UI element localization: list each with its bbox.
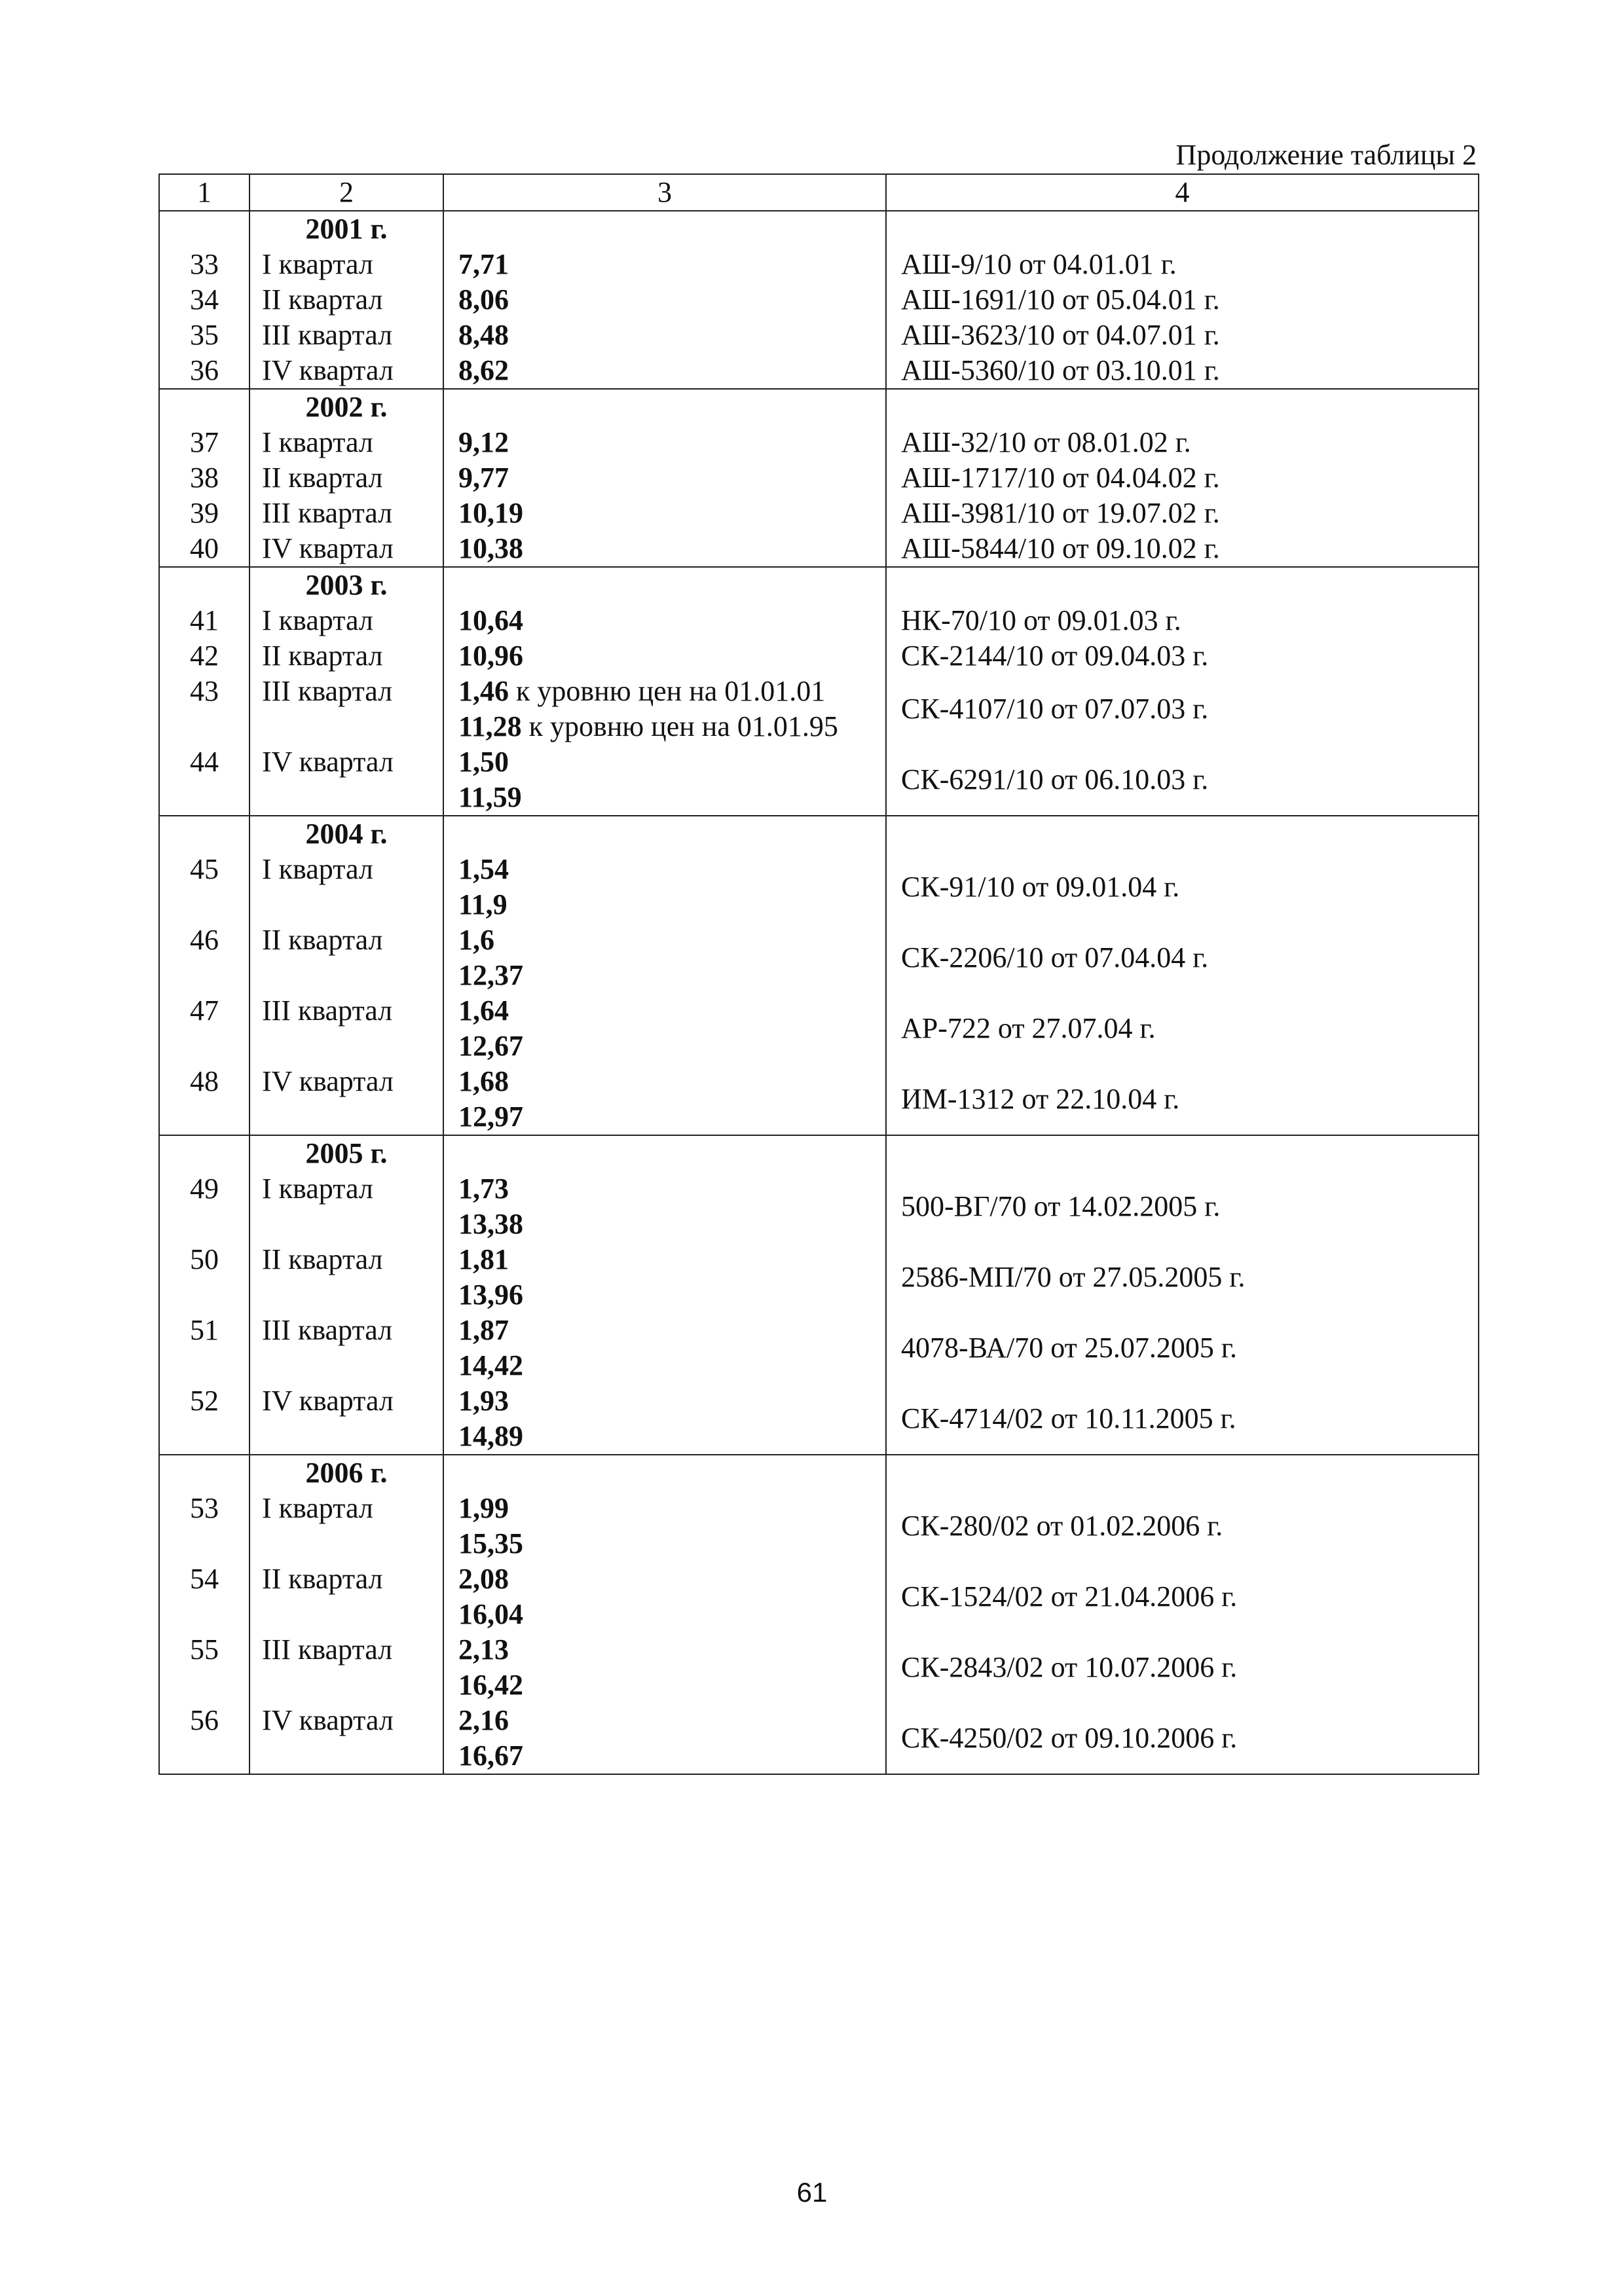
document-reference: АШ-3623/10 от 04.07.01 г. [886,318,1479,353]
index-value-cell [443,1383,886,1419]
index-value: 1,46 [458,675,509,707]
index-value-cell [443,1099,886,1135]
table-header [159,174,1479,211]
index-value: 9,12 [458,426,509,458]
index-value: 1,99 [458,1492,509,1524]
row-number: 44 [159,744,249,816]
index-value-cell [443,1703,886,1738]
table-row [159,922,1479,958]
row-number: 55 [159,1632,249,1703]
index-value-cell [443,1738,886,1774]
index-value-cell [443,1561,886,1597]
row-number: 43 [159,674,249,744]
table-row [159,1171,1479,1207]
year-label: 2003 г. [249,567,443,603]
index-value-cell [443,852,886,887]
index-value: 1,68 [458,1065,509,1097]
document-reference: 4078-ВА/70 от 25.07.2005 г. [886,1313,1479,1383]
year-row [159,816,1479,852]
index-value: 11,59 [458,781,522,813]
index-value-cell [443,993,886,1029]
index-value: 12,97 [458,1101,523,1133]
index-value: 11,9 [458,888,507,920]
price-level-note: к уровню цен на 01.01.95 [521,710,838,742]
table-row [159,1064,1479,1099]
index-value-cell [443,1632,886,1667]
row-number: 48 [159,1064,249,1135]
table-row [159,496,1479,531]
empty-cell [159,1455,249,1491]
quarter-label: I квартал [249,852,443,922]
quarter-label: I квартал [249,603,443,638]
quarter-label: I квартал [249,1171,443,1242]
index-value-cell [443,425,886,460]
document-reference: 500-ВГ/70 от 14.02.2005 г. [886,1171,1479,1242]
row-number: 51 [159,1313,249,1383]
year-label: 2005 г. [249,1135,443,1171]
table-row [159,1383,1479,1419]
year-row [159,567,1479,603]
index-value: 1,81 [458,1243,509,1275]
index-value: 16,42 [458,1669,523,1701]
index-value: 15,35 [458,1527,523,1559]
index-value: 1,50 [458,746,509,778]
quarter-label: II квартал [249,282,443,318]
table-caption: Продолжение таблицы 2 [1175,139,1477,171]
table-row [159,1313,1479,1348]
index-value: 10,19 [458,497,523,529]
year-block [159,816,1479,1135]
year-row [159,1455,1479,1491]
year-block [159,567,1479,816]
document-reference: АШ-1691/10 от 05.04.01 г. [886,282,1479,318]
row-number: 50 [159,1242,249,1313]
quarter-label: III квартал [249,993,443,1064]
quarter-label: II квартал [249,1242,443,1313]
empty-cell [159,389,249,425]
index-value: 1,73 [458,1173,509,1205]
document-reference: АР-722 от 27.07.04 г. [886,993,1479,1064]
year-label: 2002 г. [249,389,443,425]
empty-cell [886,1135,1479,1171]
price-level-note: к уровню цен на 01.01.01 [509,675,826,707]
document-reference: СК-4107/10 от 07.07.03 г. [886,674,1479,744]
index-value: 8,48 [458,319,509,351]
index-value: 8,62 [458,354,509,386]
quarter-label: I квартал [249,1491,443,1561]
empty-cell [443,567,886,603]
index-value-cell [443,1348,886,1383]
quarter-label: I квартал [249,425,443,460]
empty-cell [443,1135,886,1171]
index-value: 9,77 [458,462,509,494]
row-number: 33 [159,247,249,282]
row-number: 41 [159,603,249,638]
quarter-label: III квартал [249,496,443,531]
index-value-cell [443,1242,886,1277]
index-value-cell [443,353,886,389]
empty-cell [886,389,1479,425]
document-reference: СК-91/10 от 09.01.04 г. [886,852,1479,922]
year-label: 2001 г. [249,211,443,247]
year-block [159,1135,1479,1455]
table-row [159,1491,1479,1526]
index-value-cell [443,674,886,709]
index-value-cell [443,318,886,353]
document-reference: АШ-32/10 от 08.01.02 г. [886,425,1479,460]
document-reference: АШ-3981/10 от 19.07.02 г. [886,496,1479,531]
document-reference: СК-2206/10 от 07.04.04 г. [886,922,1479,993]
document-reference: АШ-5844/10 от 09.10.02 г. [886,531,1479,567]
document-reference: ИМ-1312 от 22.10.04 г. [886,1064,1479,1135]
row-number: 34 [159,282,249,318]
index-value: 1,6 [458,924,494,956]
row-number: 42 [159,638,249,674]
empty-cell [886,816,1479,852]
empty-cell [159,211,249,247]
row-number: 37 [159,425,249,460]
index-value-cell [443,744,886,780]
index-value: 10,38 [458,532,523,564]
index-value: 8,06 [458,283,509,316]
index-value: 1,54 [458,853,509,885]
index-value: 2,08 [458,1563,509,1595]
year-block [159,211,1479,389]
table-row [159,1632,1479,1667]
index-value-cell [443,1526,886,1561]
header-row [159,174,1479,211]
row-number: 52 [159,1383,249,1455]
index-value: 12,67 [458,1030,523,1062]
empty-cell [443,816,886,852]
document-reference: СК-4250/02 от 09.10.2006 г. [886,1703,1479,1774]
empty-cell [159,567,249,603]
table-row [159,531,1479,567]
index-value-cell [443,780,886,816]
empty-cell [886,1455,1479,1491]
quarter-label: III квартал [249,674,443,744]
table-row [159,852,1479,887]
document-reference: СК-6291/10 от 06.10.03 г. [886,744,1479,816]
index-value: 7,71 [458,248,509,280]
quarter-label: III квартал [249,1632,443,1703]
index-value-cell [443,922,886,958]
page-number: 61 [796,2177,828,2208]
row-number: 46 [159,922,249,993]
index-value-cell [443,1207,886,1242]
year-label: 2004 г. [249,816,443,852]
table-row [159,460,1479,496]
index-value: 12,37 [458,959,523,991]
empty-cell [159,816,249,852]
index-value: 2,13 [458,1633,509,1666]
empty-cell [886,567,1479,603]
empty-cell [886,211,1479,247]
table-row [159,353,1479,389]
index-value-cell [443,638,886,674]
table-row [159,603,1479,638]
quarter-label: IV квартал [249,744,443,816]
index-value: 11,28 [458,710,522,742]
index-value-cell [443,496,886,531]
index-value: 10,64 [458,604,523,636]
index-value-cell [443,247,886,282]
row-number: 47 [159,993,249,1064]
index-value-cell [443,1491,886,1526]
quarter-label: II квартал [249,1561,443,1632]
document-reference: СК-2843/02 от 10.07.2006 г. [886,1632,1479,1703]
header-col-4: 4 [886,174,1479,211]
table-row [159,744,1479,780]
table-row [159,318,1479,353]
index-value: 1,93 [458,1385,509,1417]
quarter-label: IV квартал [249,1703,443,1774]
index-value: 16,04 [458,1598,523,1630]
index-value-cell [443,1029,886,1064]
header-col-3: 3 [443,174,886,211]
document-reference: СК-4714/02 от 10.11.2005 г. [886,1383,1479,1455]
table-row [159,638,1479,674]
index-value: 10,96 [458,640,523,672]
row-number: 45 [159,852,249,922]
row-number: 35 [159,318,249,353]
quarter-label: II квартал [249,922,443,993]
document-reference: СК-280/02 от 01.02.2006 г. [886,1491,1479,1561]
year-row [159,1135,1479,1171]
table-row [159,1242,1479,1277]
index-value-cell [443,603,886,638]
index-value-cell [443,709,886,744]
header-col-2: 2 [249,174,443,211]
index-value: 14,89 [458,1420,523,1452]
index-value-cell [443,1171,886,1207]
quarter-label: II квартал [249,460,443,496]
table-row [159,674,1479,709]
year-block [159,389,1479,567]
header-col-1: 1 [159,174,249,211]
year-block [159,1455,1479,1774]
row-number: 49 [159,1171,249,1242]
quarter-label: IV квартал [249,531,443,567]
row-number: 36 [159,353,249,389]
empty-cell [443,1455,886,1491]
row-number: 39 [159,496,249,531]
quarter-label: IV квартал [249,353,443,389]
document-reference: 2586-МП/70 от 27.05.2005 г. [886,1242,1479,1313]
table-row [159,425,1479,460]
index-value-cell [443,958,886,993]
row-number: 38 [159,460,249,496]
document-reference: АШ-9/10 от 04.01.01 г. [886,247,1479,282]
index-value-cell [443,1667,886,1703]
index-value: 13,96 [458,1279,523,1311]
index-value: 2,16 [458,1704,509,1736]
table-row [159,993,1479,1029]
quarter-label: I квартал [249,247,443,282]
document-reference: НК-70/10 от 09.01.03 г. [886,603,1479,638]
quarter-label: III квартал [249,318,443,353]
row-number: 53 [159,1491,249,1561]
document-reference: СК-2144/10 от 09.04.03 г. [886,638,1479,674]
document-reference: АШ-5360/10 от 03.10.01 г. [886,353,1479,389]
index-table-container [158,173,1478,1775]
row-number: 56 [159,1703,249,1774]
quarter-label: IV квартал [249,1064,443,1135]
table-row [159,247,1479,282]
row-number: 40 [159,531,249,567]
year-label: 2006 г. [249,1455,443,1491]
document-reference: АШ-1717/10 от 04.04.02 г. [886,460,1479,496]
table-row [159,282,1479,318]
index-value: 16,67 [458,1740,523,1772]
empty-cell [443,389,886,425]
index-value-cell [443,1277,886,1313]
empty-cell [159,1135,249,1171]
index-value-cell [443,1313,886,1348]
row-number: 54 [159,1561,249,1632]
quarter-label: III квартал [249,1313,443,1383]
index-value-cell [443,531,886,567]
index-value-cell [443,1419,886,1455]
index-value-cell [443,282,886,318]
document-reference: СК-1524/02 от 21.04.2006 г. [886,1561,1479,1632]
index-value-cell [443,887,886,922]
index-value: 14,42 [458,1349,523,1381]
table-row [159,1703,1479,1738]
year-row [159,389,1479,425]
quarter-label: II квартал [249,638,443,674]
index-value: 1,87 [458,1314,509,1346]
year-row [159,211,1479,247]
index-value: 13,38 [458,1208,523,1240]
index-value-cell [443,1597,886,1632]
index-value: 1,64 [458,994,509,1027]
quarter-label: IV квартал [249,1383,443,1455]
index-value-cell [443,460,886,496]
table-row [159,1561,1479,1597]
empty-cell [443,211,886,247]
index-value-cell [443,1064,886,1099]
index-table [158,173,1479,1775]
